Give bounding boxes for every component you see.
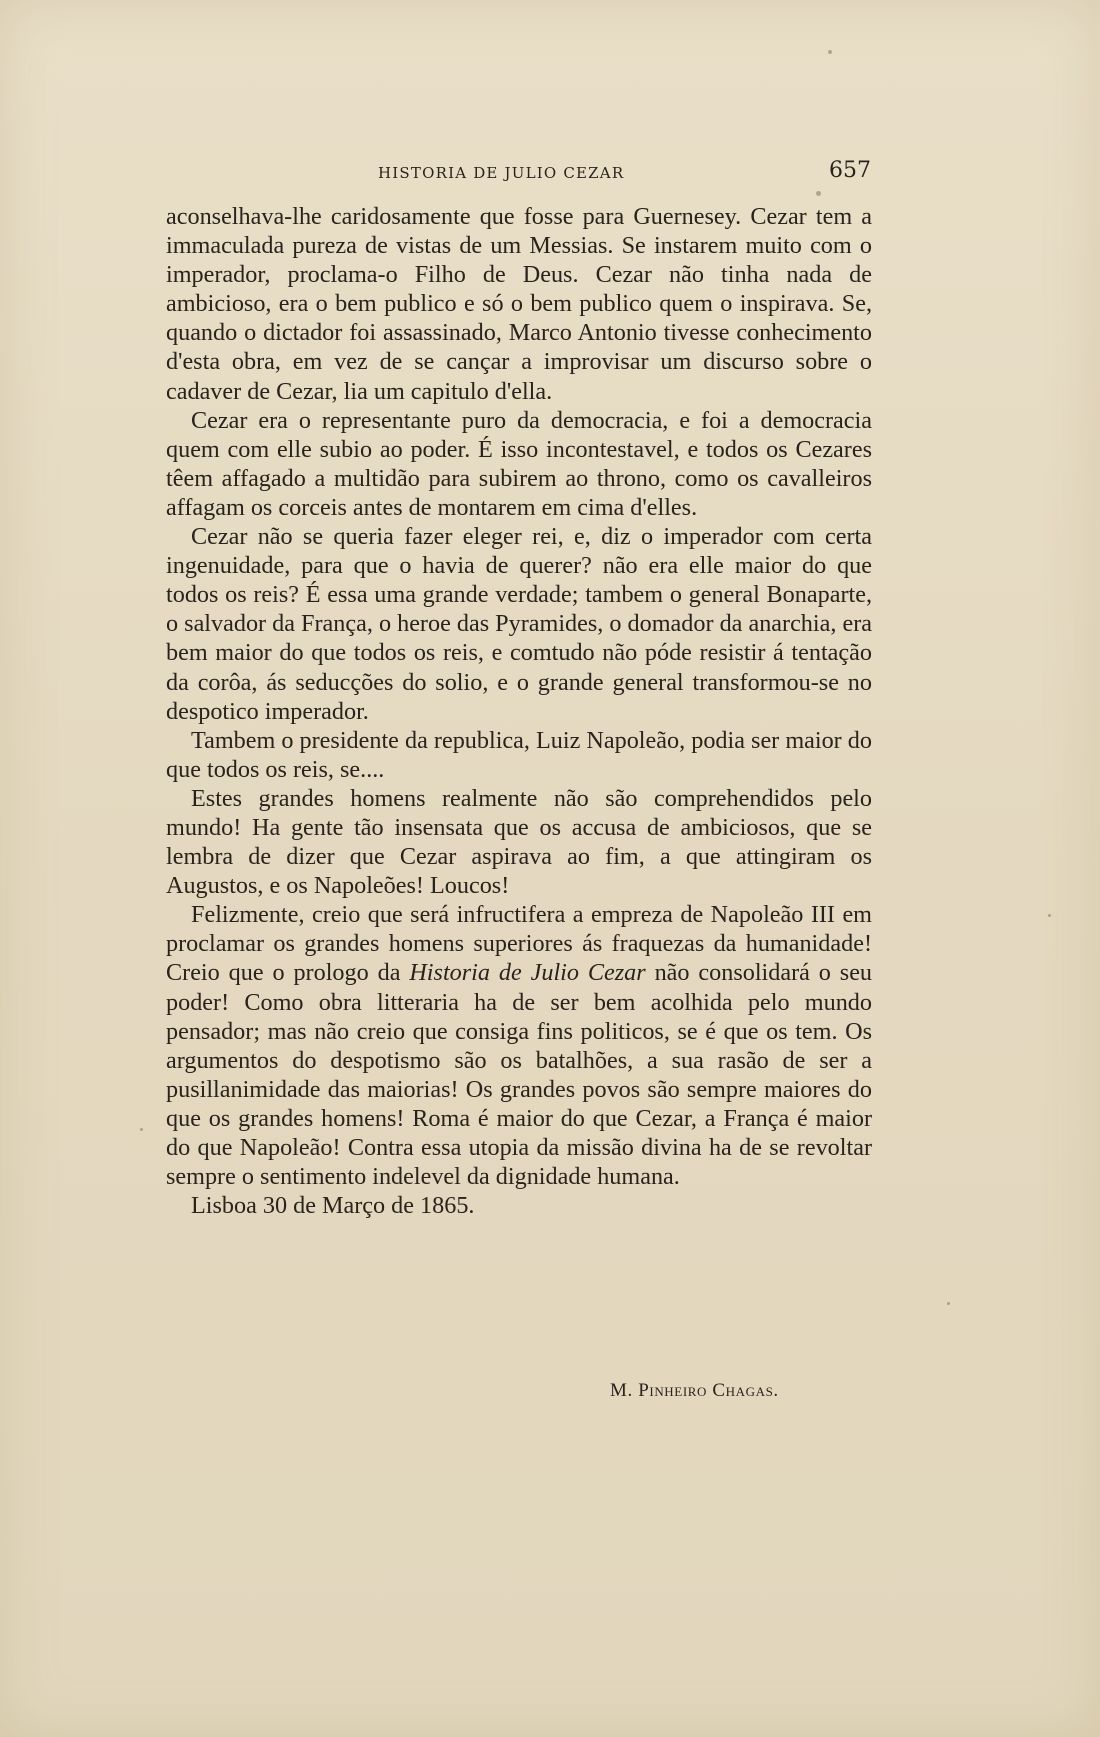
author-signature [610, 1380, 779, 1402]
paper-speck [828, 50, 832, 54]
paragraph-3: Cezar não se queria fazer eleger rei, e, diz o imperador com certa ingenuidade, para que o havia de querer? não era elle maior do que todos os reis? É essa uma grande verdade; tambem o general Bonaparte, o salvador da França, o heroe das Pyramides, o domador da anarchia, era bem maior do que todos os reis, e comtudo não póde resistir á tentação da corôa, ás seducções do solio, e o grande general transformou-se no despotico imperador. [166, 523, 872, 725]
paragraph-5: Estes grandes homens realmente não são comprehendidos pelo mundo! Ha gente tão insensata que os accusa de ambiciosos, que se lembra de dizer que Cezar aspirava ao fim, a que attingiram os Augustos, e os Napoleões! Loucos! [166, 784, 872, 900]
signature-initial: M. [610, 1380, 633, 1401]
paper-speck [140, 1128, 143, 1131]
dateline: Lisboa 30 de Março de 1865. [191, 1192, 475, 1220]
paper-speck [1048, 914, 1051, 917]
paragraph-6-part-2: não consolidará o seu poder! Como obra litteraria ha de ser bem acolhida pelo mundo pensador; mas não creio que consiga fins politicos, se é que os tem. Os argumentos do despotismo são os batalhões, a sua rasão de ser a pusillanimidade das maiorias! Os grandes povos são sempre maiores do que os grandes homens! Roma é maior do que Cezar, a França é maior do que Napoleão! Contra essa utopia da missão divina ha de se revoltar sempre o sentimento indelevel da dignidade humana. [166, 959, 873, 1191]
page-number: 657 [829, 158, 871, 183]
paragraph-6-part-1: Felizmente, creio que será infructifera a empreza de Napoleão III em proclamar os grandes homens superiores ás fraquezas da humanidade! Creio que o prologo da [166, 901, 872, 987]
book-title-reference: Historia de Julio Cezar [409, 959, 646, 987]
paper-speck [947, 1302, 950, 1305]
paragraph-1: aconselhava-lhe caridosamente que fosse para Guernesey. Cezar tem a immaculada pureza de vistas de um Messias. Se instarem muito com o imperador, proclama-o Filho de Deus. Cezar não tinha nada de ambicioso, era o bem publico e só o bem publico quem o inspirava. Se, quando o dictador foi assassinado, Marco Antonio tivesse conhecimento d'esta obra, em vez de se cançar a improvisar um discurso sobre o cadaver de Cezar, lia um capitulo d'ella. [166, 203, 872, 405]
main-text [166, 202, 872, 1220]
paragraph-2: Cezar era o representante puro da democracia, e foi a democracia quem com elle subio ao poder. É isso incontestavel, e todos os Cezares têem affagado a multidão para subirem ao throno, como os cavalleiros affagam os corceis antes de montarem em cima d'elles. [166, 406, 872, 521]
page-header [165, 158, 871, 188]
paragraph-4: Tambem o presidente da republica, Luiz Napoleão, podia ser maior do que todos os reis, se.... [166, 726, 872, 783]
signature-name: Pinheiro Chagas. [638, 1380, 779, 1401]
running-title: HISTORIA DE JULIO CEZAR [378, 164, 625, 182]
paragraph-6 [166, 900, 872, 1191]
paper-speck [816, 191, 821, 196]
